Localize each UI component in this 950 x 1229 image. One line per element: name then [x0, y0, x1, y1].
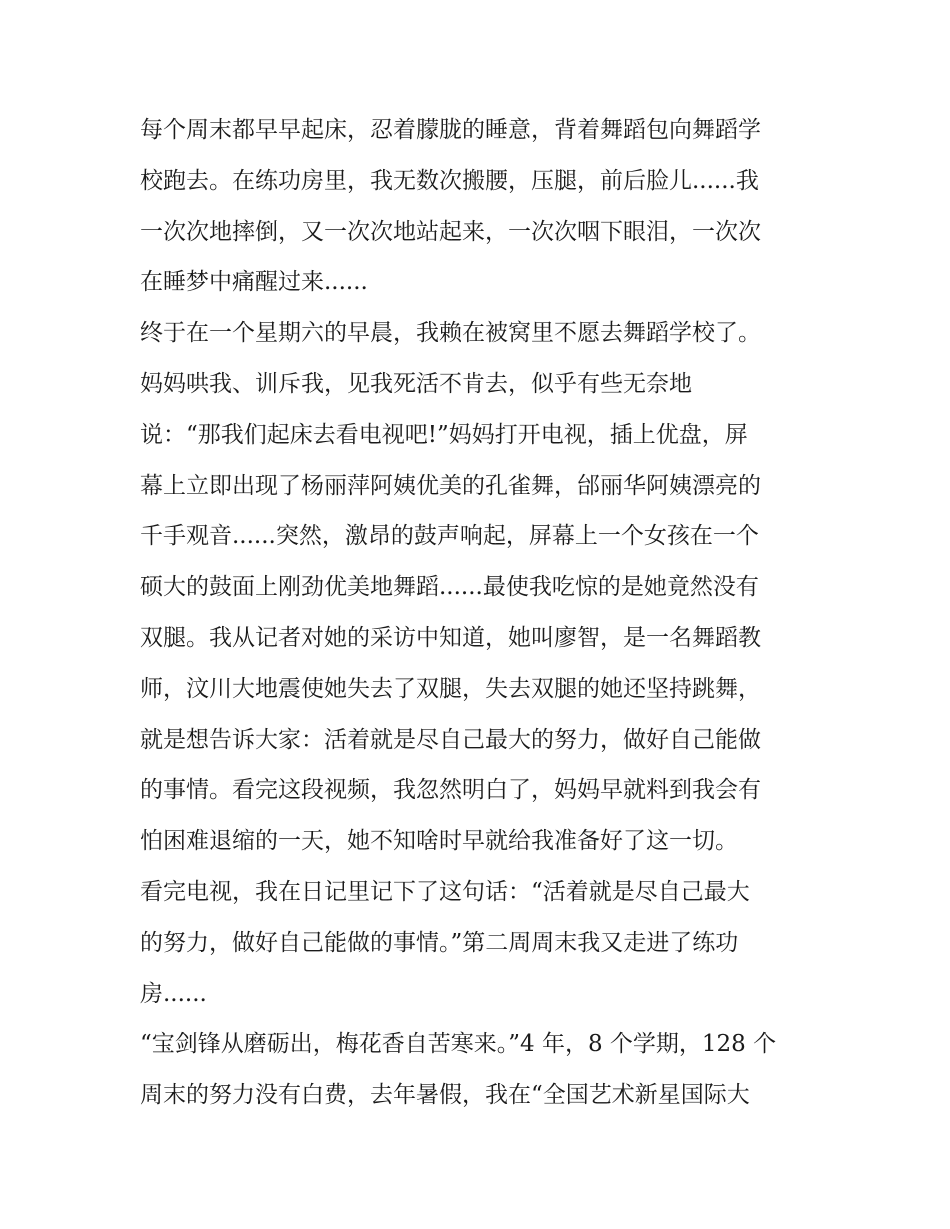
text-line: 怕困难退缩的一天，她不知啥时早就给我准备好了这一切。 [140, 828, 738, 855]
text-line: 在睡梦中痛醒过来...... [140, 269, 368, 296]
text-line: 终于在一个星期六的早晨，我赖在被窝里不愿去舞蹈学校了。 [140, 320, 761, 347]
text-line: 硕大的鼓面上刚劲优美地舞蹈......最使我吃惊的是她竟然没有 [140, 574, 759, 601]
text-line: 幕上立即出现了杨丽萍阿姨优美的孔雀舞，邰丽华阿姨漂亮的 [140, 472, 761, 499]
text-line: 就是想告诉大家：活着就是尽自己最大的努力，做好自己能做 [140, 726, 761, 753]
text-line: 校跑去。在练功房里，我无数次搬腰，压腿，前后脸儿......我 [140, 167, 759, 194]
text-line: 一次次地摔倒，又一次次地站起来，一次次咽下眼泪，一次次 [140, 218, 761, 245]
text-line: 妈妈哄我、训斥我，见我死活不肯去，似乎有些无奈地 [140, 370, 692, 397]
text-line: “宝剑锋从磨砺出，梅花香自苦寒来。”4 年，8 个学期，128 个 [140, 1031, 777, 1058]
text-line: 说：“那我们起床去看电视吧!”妈妈打开电视，插上优盘，屏 [140, 421, 748, 448]
text-line: 房...... [140, 980, 207, 1007]
essay-text [140, 110, 820, 1126]
text-line: 双腿。我从记者对她的采访中知道，她叫廖智，是一名舞蹈教 [140, 624, 761, 651]
text-line: 的努力，做好自己能做的事情。”第二周周末我又走进了练功 [140, 929, 739, 956]
text-line: 千手观音......突然，激昂的鼓声响起，屏幕上一个女孩在一个 [140, 523, 759, 550]
text-line: 周末的努力没有白费，去年暑假，我在“全国艺术新星国际大 [140, 1082, 750, 1109]
text-line: 的事情。看完这段视频，我忽然明白了，妈妈早就料到我会有 [140, 777, 761, 804]
text-line: 师，汶川大地震使她失去了双腿，失去双腿的她还坚持跳舞， [140, 675, 761, 702]
text-line: 每个周末都早早起床，忍着朦胧的睡意，背着舞蹈包向舞蹈学 [140, 117, 761, 143]
text-line: 看完电视，我在日记里记下了这句话：“活着就是尽自己最大 [140, 878, 750, 905]
